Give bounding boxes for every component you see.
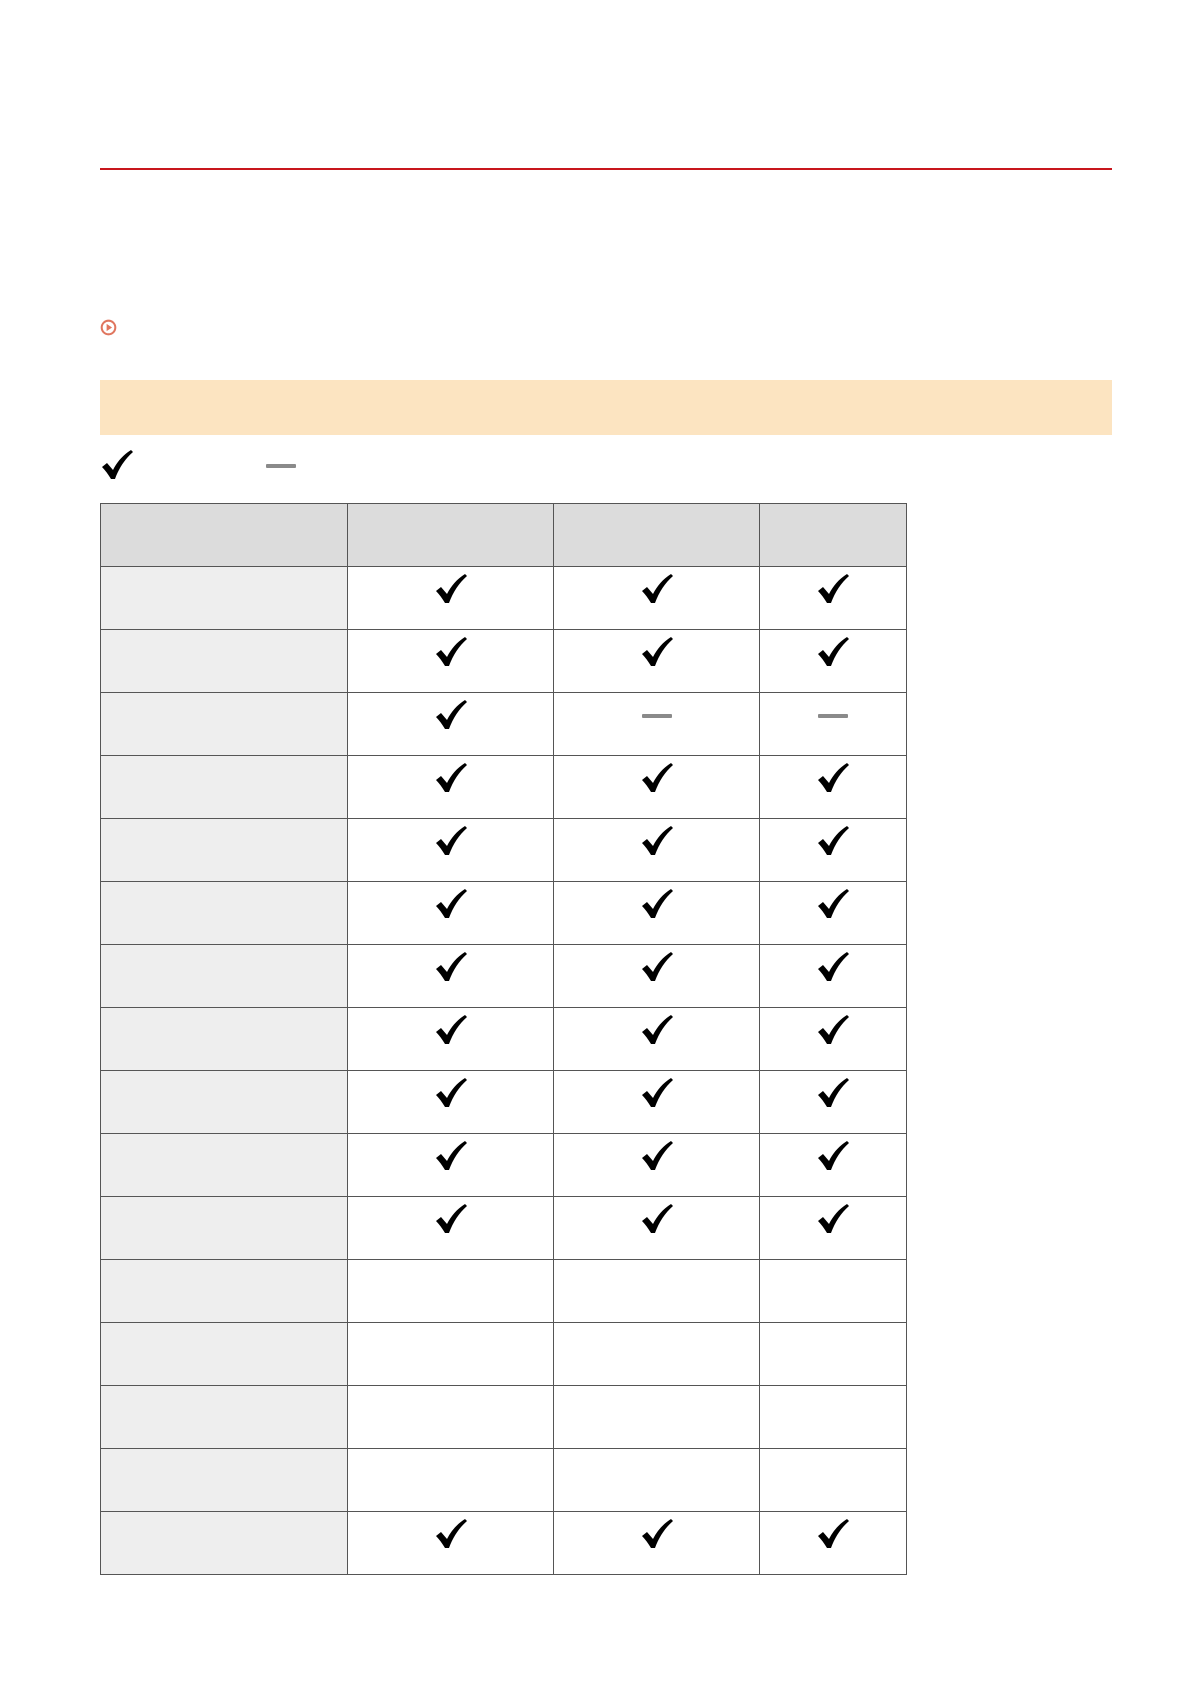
- table-cell: [760, 1512, 907, 1575]
- check-icon: [640, 951, 674, 985]
- row-header-cell: [101, 630, 348, 693]
- table-cell: [760, 1260, 907, 1323]
- row-header-cell: [101, 1512, 348, 1575]
- table-cell: [760, 945, 907, 1008]
- row-header-cell: [101, 1386, 348, 1449]
- table-cell: [554, 1449, 760, 1512]
- header-cell: [760, 504, 907, 567]
- row-header-cell: [101, 945, 348, 1008]
- table-row: [101, 945, 907, 1008]
- check-icon: [816, 1077, 850, 1111]
- row-header-cell: [101, 819, 348, 882]
- row-header-cell: [101, 1134, 348, 1197]
- table-body: [101, 567, 907, 1575]
- check-icon: [816, 762, 850, 796]
- table-cell: [554, 819, 760, 882]
- row-header-cell: [101, 1008, 348, 1071]
- dash-icon: [642, 714, 672, 718]
- check-icon: [434, 1140, 468, 1174]
- dash-icon: [818, 714, 848, 718]
- table-cell: [760, 1071, 907, 1134]
- row-header-cell: [101, 756, 348, 819]
- table-cell: [554, 693, 760, 756]
- table-row: [101, 1260, 907, 1323]
- table-cell: [760, 1134, 907, 1197]
- table-cell: [348, 630, 554, 693]
- table-cell: [554, 1386, 760, 1449]
- check-icon: [816, 573, 850, 607]
- table-cell: [348, 567, 554, 630]
- check-icon: [816, 1140, 850, 1174]
- table-row: [101, 819, 907, 882]
- check-icon: [434, 951, 468, 985]
- row-header-cell: [101, 693, 348, 756]
- check-icon: [640, 1077, 674, 1111]
- table-cell: [554, 1134, 760, 1197]
- table-cell: [348, 1449, 554, 1512]
- check-icon: [640, 825, 674, 859]
- legend: [100, 448, 296, 484]
- row-header-cell: [101, 1449, 348, 1512]
- table-cell: [554, 1323, 760, 1386]
- table-cell: [348, 819, 554, 882]
- table-cell: [554, 1197, 760, 1260]
- support-table: [100, 503, 907, 1575]
- check-icon: [640, 1203, 674, 1237]
- table-cell: [760, 1197, 907, 1260]
- table-cell: [554, 1071, 760, 1134]
- table-row: [101, 1134, 907, 1197]
- table-cell: [760, 1386, 907, 1449]
- check-icon: [434, 888, 468, 922]
- play-circle-icon: [100, 319, 117, 336]
- table-cell: [348, 693, 554, 756]
- check-icon: [640, 636, 674, 670]
- table-cell: [760, 1449, 907, 1512]
- check-icon: [816, 951, 850, 985]
- table-cell: [554, 1260, 760, 1323]
- header-cell: [554, 504, 760, 567]
- check-icon: [434, 1077, 468, 1111]
- dash-icon: [266, 464, 296, 468]
- table-cell: [348, 1008, 554, 1071]
- row-header-cell: [101, 567, 348, 630]
- check-icon: [434, 1203, 468, 1237]
- header-cell: [348, 504, 554, 567]
- check-icon: [640, 573, 674, 607]
- table-row: [101, 567, 907, 630]
- check-icon: [640, 888, 674, 922]
- table-cell: [760, 819, 907, 882]
- table-cell: [554, 882, 760, 945]
- table-cell: [348, 756, 554, 819]
- check-icon: [434, 699, 468, 733]
- header-cell: [101, 504, 348, 567]
- table-cell: [348, 882, 554, 945]
- check-icon: [640, 1140, 674, 1174]
- table-cell: [348, 1071, 554, 1134]
- table-row: [101, 1197, 907, 1260]
- table-row: [101, 693, 907, 756]
- check-icon: [816, 888, 850, 922]
- check-icon: [816, 825, 850, 859]
- table-cell: [554, 756, 760, 819]
- table-cell: [760, 882, 907, 945]
- row-header-cell: [101, 882, 348, 945]
- check-icon: [640, 1518, 674, 1552]
- check-icon: [816, 1014, 850, 1048]
- table-cell: [760, 630, 907, 693]
- check-icon: [434, 636, 468, 670]
- related-link[interactable]: [100, 318, 117, 336]
- check-icon: [434, 573, 468, 607]
- row-header-cell: [101, 1197, 348, 1260]
- check-icon: [816, 636, 850, 670]
- table-row: [101, 1008, 907, 1071]
- table-row: [101, 1323, 907, 1386]
- table-cell: [348, 1323, 554, 1386]
- table-row: [101, 1071, 907, 1134]
- table-row: [101, 1449, 907, 1512]
- table-row: [101, 1386, 907, 1449]
- table-header-row: [101, 504, 907, 567]
- check-icon: [100, 449, 134, 483]
- row-header-cell: [101, 1071, 348, 1134]
- table-cell: [348, 1197, 554, 1260]
- row-header-cell: [101, 1260, 348, 1323]
- check-icon: [816, 1203, 850, 1237]
- table-cell: [760, 693, 907, 756]
- check-icon: [434, 825, 468, 859]
- check-icon: [640, 1014, 674, 1048]
- table-row: [101, 1512, 907, 1575]
- table-cell: [554, 630, 760, 693]
- section-banner: [100, 380, 1112, 435]
- table-cell: [348, 1512, 554, 1575]
- table-row: [101, 630, 907, 693]
- check-icon: [434, 762, 468, 796]
- table-row: [101, 756, 907, 819]
- table-cell: [760, 1323, 907, 1386]
- table-cell: [348, 945, 554, 1008]
- table-cell: [554, 567, 760, 630]
- table-cell: [760, 756, 907, 819]
- section-divider: [100, 168, 1112, 170]
- table-cell: [348, 1260, 554, 1323]
- check-icon: [816, 1518, 850, 1552]
- table-cell: [554, 945, 760, 1008]
- row-header-cell: [101, 1323, 348, 1386]
- table-row: [101, 882, 907, 945]
- table-cell: [554, 1008, 760, 1071]
- table-cell: [554, 1512, 760, 1575]
- table-cell: [760, 567, 907, 630]
- table-cell: [348, 1134, 554, 1197]
- table-cell: [348, 1386, 554, 1449]
- check-icon: [434, 1014, 468, 1048]
- check-icon: [640, 762, 674, 796]
- table-cell: [760, 1008, 907, 1071]
- check-icon: [434, 1518, 468, 1552]
